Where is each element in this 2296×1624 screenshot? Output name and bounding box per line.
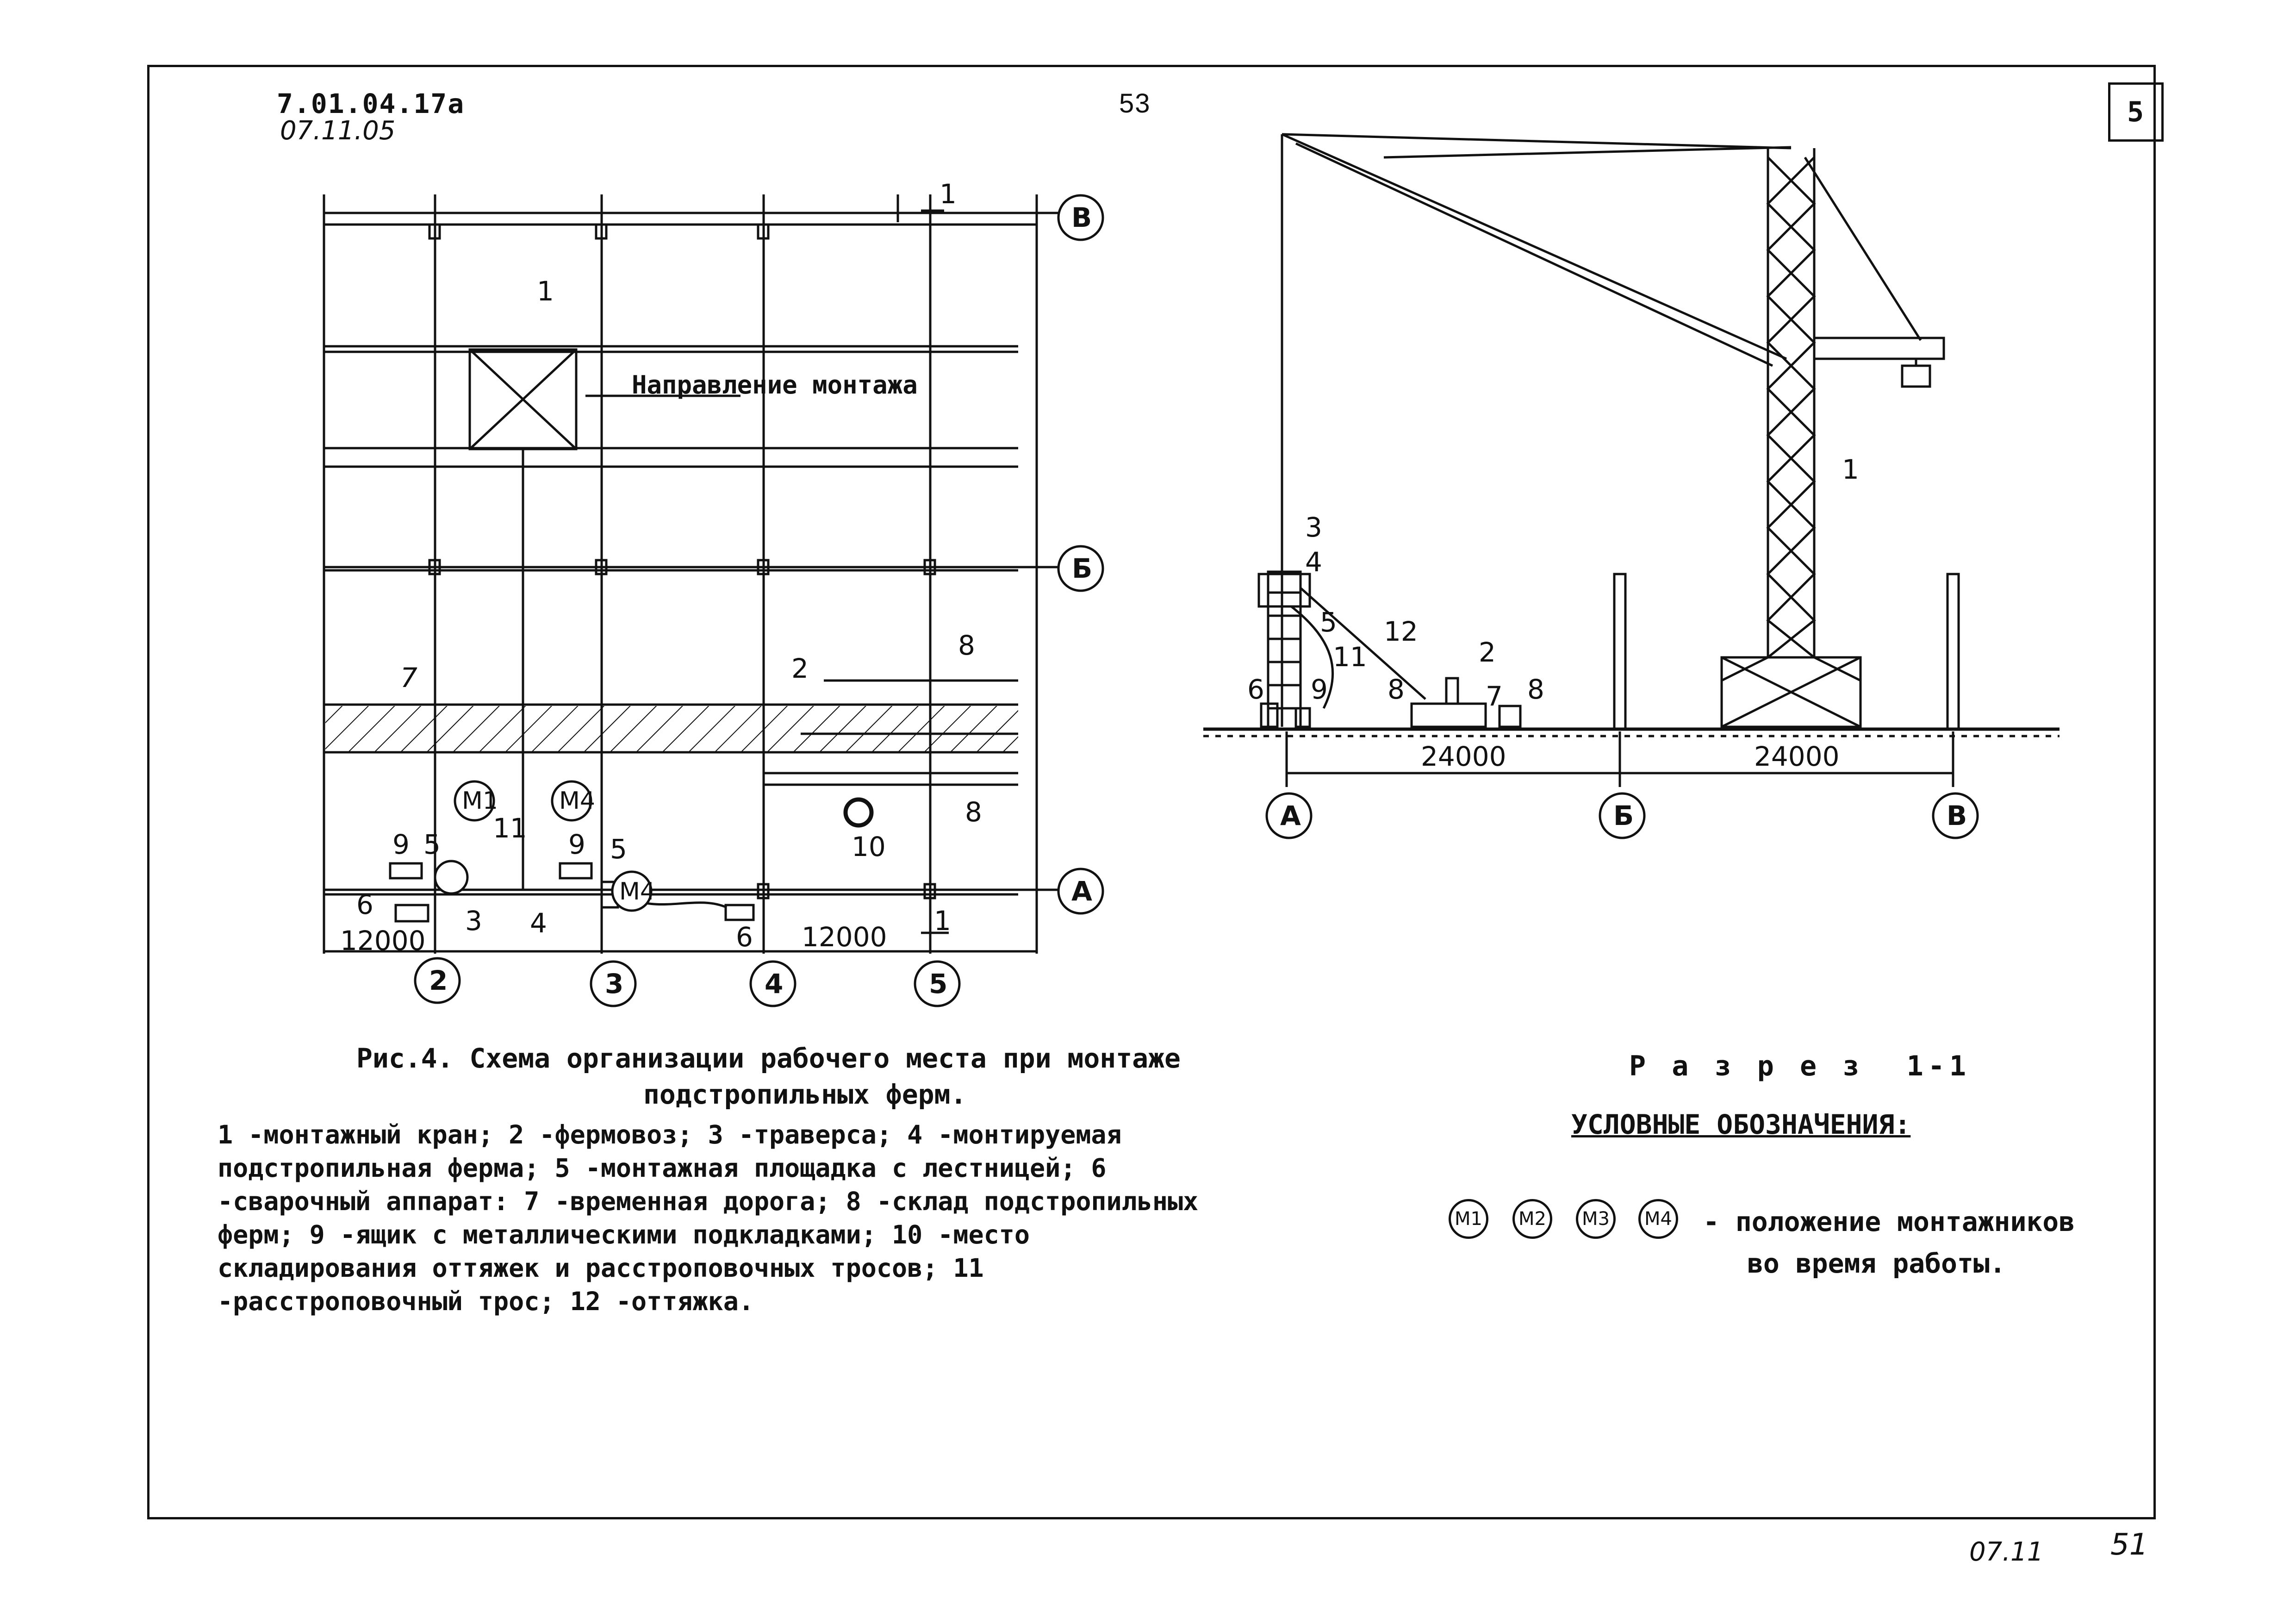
section-dim-left: 24000 <box>1421 741 1506 772</box>
plan-callout-3: 3 <box>465 905 482 937</box>
plan-worker-M1: M1 <box>462 787 498 815</box>
symbol-M1: M1 <box>1449 1199 1488 1239</box>
section-dim-right: 24000 <box>1754 741 1840 772</box>
section-callout-4: 4 <box>1305 546 1322 578</box>
sheet-number: 5 <box>2127 96 2145 128</box>
page-number: 53 <box>1119 88 1151 119</box>
plan-axis-B: Б <box>1072 553 1093 584</box>
plan-dim-right: 12000 <box>802 921 887 953</box>
section-callout-9: 9 <box>1311 674 1328 705</box>
symbols-heading: УСЛОВНЫЕ ОБОЗНАЧЕНИЯ: <box>1571 1109 1911 1140</box>
plan-axis-3: 3 <box>605 968 624 999</box>
doc-date: 07.11.05 <box>280 116 396 146</box>
plan-callout-7: 7 <box>400 662 417 693</box>
section-callout-7: 7 <box>1486 681 1503 712</box>
section-callout-5: 5 <box>1320 606 1337 638</box>
section-title: Р а з р е з 1-1 <box>1629 1050 1971 1082</box>
plan-callout-6b: 6 <box>736 921 753 953</box>
plan-worker-M4: M4 <box>559 787 595 815</box>
section-callout-1: 1 <box>1842 454 1859 485</box>
plan-callout-5b: 5 <box>610 833 627 865</box>
plan-axis-V: В <box>1071 202 1092 233</box>
symbols-desc-line1: - положение монтажников <box>1703 1206 2075 1237</box>
figure-legend: 1 -монтажный кран; 2 -фермовоз; 3 -траверса; 4 -монтируемая подстропильная ферма; 5 -монтажная площадка с лестницей; 6 -сварочный аппарат: 7 -временная дорога; 8 -склад подстропильных ферм; 9 -ящик с металлическими подкладками; 10 -место складирования оттяжек и расстроповочных тросов; 11 -расстроповочный трос; 12 -оттяжка. <box>218 1120 1199 1316</box>
section-callout-2: 2 <box>1479 637 1496 668</box>
section-axis-A: А <box>1280 800 1301 831</box>
section-callout-6: 6 <box>1247 674 1264 705</box>
direction-label: Направление монтажа <box>632 370 918 400</box>
section-callout-8b: 8 <box>1527 674 1544 705</box>
section-mark-bottom: 1 <box>934 905 951 937</box>
section-callout-8a: 8 <box>1388 674 1405 705</box>
plan-callout-8b: 8 <box>965 796 982 828</box>
plan-callout-6: 6 <box>356 889 373 920</box>
plan-callout-1: 1 <box>537 275 554 307</box>
footer-date-note: 07.11 <box>1969 1537 2044 1567</box>
plan-callout-2: 2 <box>791 653 809 684</box>
plan-dim-left: 12000 <box>340 925 426 956</box>
section-callout-11: 11 <box>1333 641 1367 673</box>
plan-callout-11: 11 <box>493 812 527 844</box>
plan-callout-5a: 5 <box>423 829 441 860</box>
plan-callout-4: 4 <box>530 907 547 939</box>
section-axis-B: Б <box>1613 800 1634 831</box>
section-mark-top: 1 <box>940 178 957 210</box>
section-callout-3: 3 <box>1305 512 1322 543</box>
symbol-M2: M2 <box>1512 1199 1552 1239</box>
plan-axis-A: А <box>1071 875 1092 907</box>
plan-axis-4: 4 <box>765 968 784 999</box>
section-axis-V: В <box>1947 800 1967 831</box>
symbol-M4: M4 <box>1638 1199 1678 1239</box>
symbol-M3: M3 <box>1576 1199 1616 1239</box>
plan-axis-2: 2 <box>429 965 448 996</box>
plan-worker-M4b: M4 <box>619 878 655 906</box>
section-callout-12: 12 <box>1384 616 1418 647</box>
figure-title-line2: подстропильных ферм. <box>643 1079 967 1110</box>
figure-title-line1: Рис.4. Схема организации рабочего места при монтаже <box>356 1043 1181 1074</box>
plan-callout-8a: 8 <box>958 630 975 661</box>
doc-code: 7.01.04.17а <box>277 88 465 119</box>
plan-axis-5: 5 <box>929 968 948 999</box>
footer-page-note: 51 <box>2110 1528 2148 1562</box>
plan-callout-9a: 9 <box>392 829 410 860</box>
plan-callout-10: 10 <box>852 831 886 862</box>
symbols-desc-line2: во время работы. <box>1747 1248 2006 1279</box>
plan-callout-9b: 9 <box>568 829 585 860</box>
